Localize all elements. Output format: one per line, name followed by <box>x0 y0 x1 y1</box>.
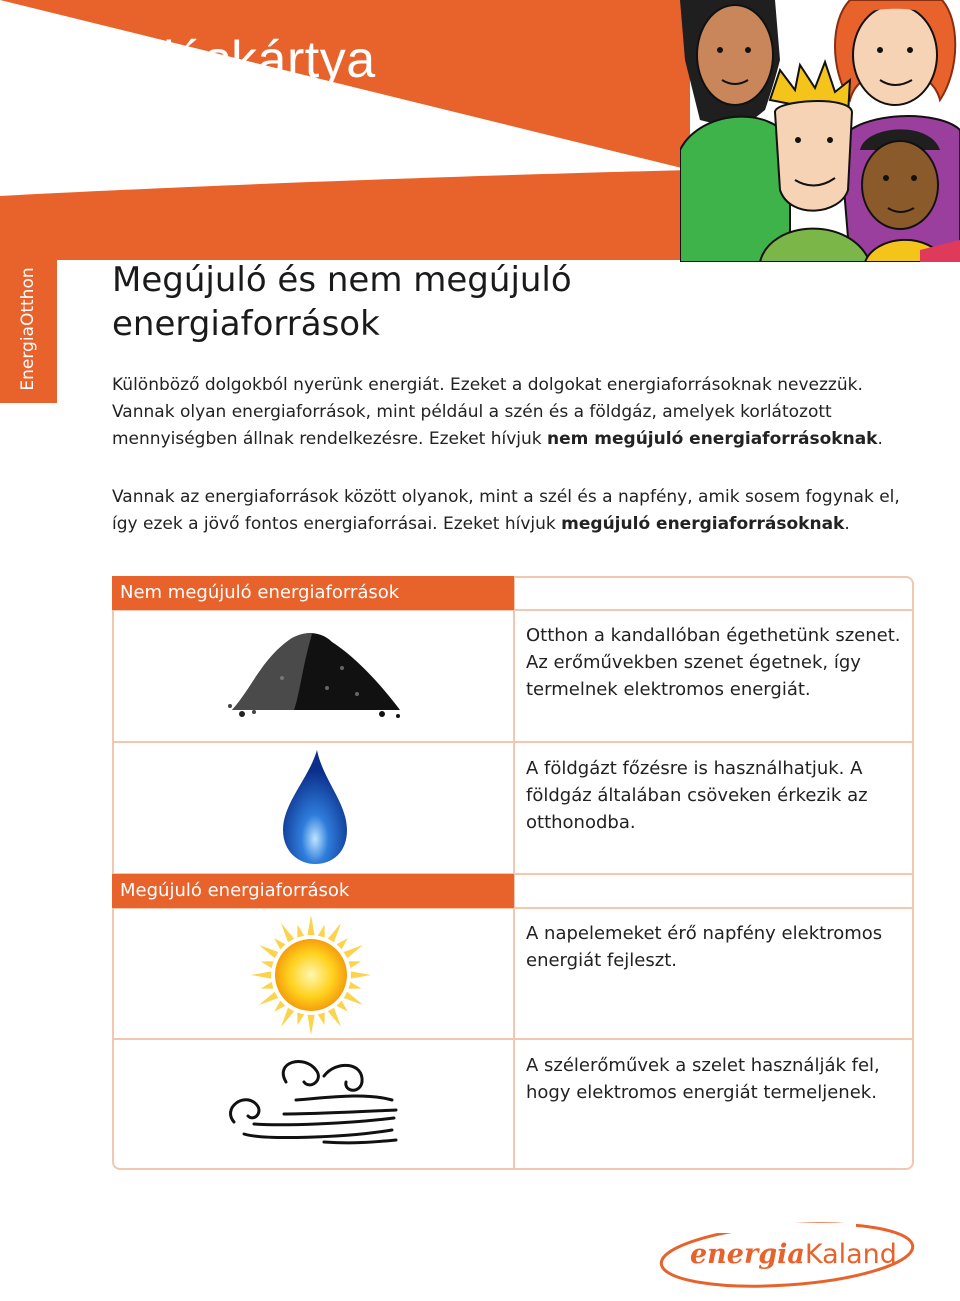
main-heading-line2: energiaforrások <box>112 304 380 344</box>
sun-ray <box>344 945 363 958</box>
coal-description: Otthon a kandallóban égethetünk szenet. Az erőművekben szenet égetnek, így termelnek elektromos energiát. <box>526 625 901 700</box>
intro-paragraph-1 <box>112 372 927 453</box>
renewable-header: Megújuló energiaforrások <box>112 874 514 908</box>
main-heading-line1: Megújuló és nem megújuló <box>112 260 572 300</box>
sun-ray <box>261 982 274 989</box>
coal-pile-icon <box>222 628 406 720</box>
intro-p2-end: . <box>844 514 850 534</box>
sun-ray <box>281 1008 294 1027</box>
sun-description: A napelemeket érő napfény elektromos energiát fejleszt. <box>526 923 883 971</box>
intro-p1-text: Különböző dolgokból nyerünk energiát. Ezeket a dolgokat energiaforrásoknak nevezzük. Vannak olyan energiaforrások, mint például a szén és a földgáz, amelyek korlátozott mennyiségben állnak rendelkezésre. Ezeket hívjuk <box>112 375 863 449</box>
sun-ray <box>337 1001 348 1012</box>
logo-energia: energia <box>690 1239 805 1270</box>
gas-description: A földgázt főzésre is használhatjuk. A földgáz általában csöveken érkezik az otthonodba. <box>526 758 868 833</box>
wind-description: A szélerőművek a szelet használják fel, hogy elektromos energiát termeljenek. <box>526 1055 880 1103</box>
logo-text <box>690 1238 897 1272</box>
sun-ray <box>259 992 278 1005</box>
sun-icon <box>250 914 372 1036</box>
gas-flame-icon <box>279 748 351 866</box>
sun-ray <box>261 961 274 968</box>
children-illustration <box>680 0 960 262</box>
intro-p2-bold: megújuló energiaforrásoknak <box>561 514 845 534</box>
logo-kaland: Kaland <box>804 1239 897 1270</box>
sun-ray <box>297 925 304 938</box>
table-divider <box>112 1038 914 1040</box>
sun-ray <box>344 992 363 1005</box>
sun-ray <box>307 1015 314 1035</box>
side-tab <box>0 255 57 403</box>
sun-ray <box>274 1001 285 1012</box>
sun-ray <box>251 971 271 978</box>
sun-ray <box>318 1013 325 1026</box>
sun-ray <box>297 1013 304 1026</box>
sun-ray <box>281 923 294 942</box>
sun-ray <box>328 923 341 942</box>
sun-ray <box>274 938 285 949</box>
main-heading <box>112 258 812 346</box>
sun-ray <box>337 938 348 949</box>
table-divider <box>112 741 914 743</box>
sun-ray <box>349 961 362 968</box>
intro-p1-end: . <box>877 429 883 449</box>
sun-ray <box>349 982 362 989</box>
intro-p1-bold: nem megújuló energiaforrásoknak <box>547 429 878 449</box>
sun-ray <box>307 915 314 935</box>
sun-ray <box>328 1008 341 1027</box>
sun-ray <box>318 925 325 938</box>
intro-paragraph-2 <box>112 484 927 538</box>
wind-icon <box>224 1052 404 1152</box>
non-renewable-header: Nem megújuló energiaforrások <box>112 576 514 610</box>
intro-p2-text: Vannak az energiaforrások között olyanok, mint a szél és a napfény, amik sosem fogynak el, így ezek a jövő fontos energiaforrásai. Ezeket hívjuk <box>112 487 900 534</box>
sun-ray <box>351 971 371 978</box>
side-tab-label: EnergiaOtthon <box>18 267 38 391</box>
sun-ray <box>259 945 278 958</box>
card-title: 4. tudáskártya <box>42 31 376 89</box>
